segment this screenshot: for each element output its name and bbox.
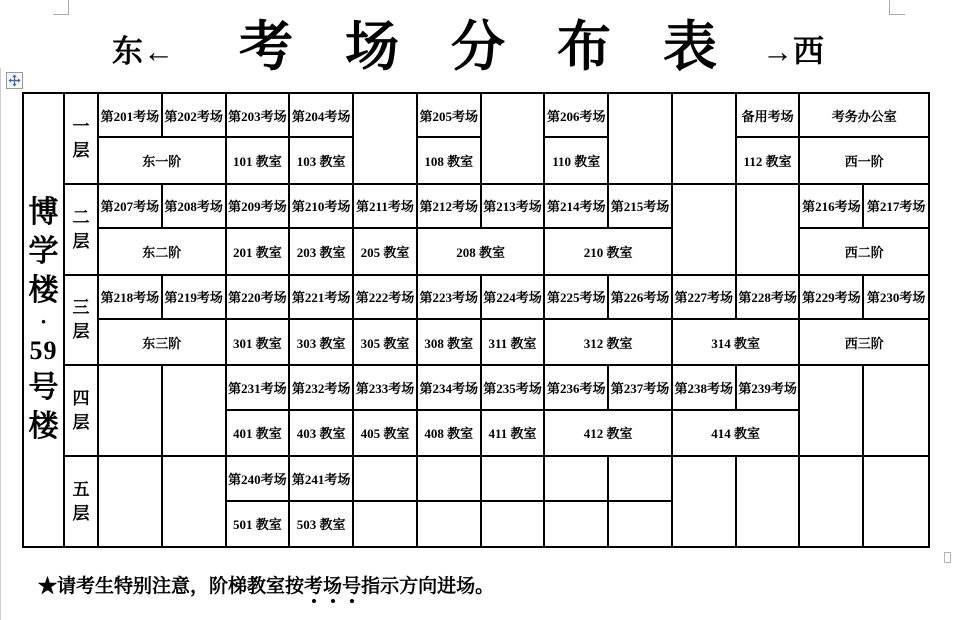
building-name-char: 楼 [28, 409, 59, 443]
table-cell: 103 教室 [290, 138, 354, 182]
table-cell: 第210考场 [290, 185, 354, 229]
table-cell-empty [800, 457, 864, 546]
table-cell: 501 教室 [227, 502, 291, 546]
floor-label: 二 层 [65, 185, 99, 274]
table-cell: 303 教室 [290, 320, 354, 364]
table-cell: 第218考场 [99, 276, 163, 320]
table-cell-empty [99, 457, 163, 546]
table-cell: 东三阶 [99, 320, 227, 364]
table-cell: 112 教室 [737, 138, 801, 182]
west-direction-label: →西 [762, 34, 824, 69]
table-cell: 第213考场 [482, 185, 546, 229]
table-cell: 第206考场 [545, 94, 609, 138]
table-cell-empty [354, 457, 418, 501]
table-cell-empty [673, 185, 737, 274]
table-cell: 第240考场 [227, 457, 291, 501]
table-cell: 308 教室 [418, 320, 482, 364]
table-cell: 第231考场 [227, 366, 291, 410]
table-cell: 第237考场 [609, 366, 673, 410]
floor-row-3 [65, 276, 928, 367]
table-cell: 第230考场 [864, 276, 928, 320]
floor-row-1 [65, 94, 928, 185]
exam-room-table [22, 92, 930, 548]
table-cell-empty [354, 94, 418, 183]
table-cell: 考务办公室 [800, 94, 928, 138]
table-cell: 408 教室 [418, 411, 482, 455]
table-cell-empty [545, 457, 609, 501]
right-arrow-icon: → [762, 34, 793, 69]
building-name-char: 博 [28, 196, 59, 230]
table-cell-empty [418, 502, 482, 546]
table-cell: 第226考场 [609, 276, 673, 320]
table-cell: 208 教室 [418, 229, 546, 273]
table-cell: 第228考场 [737, 276, 801, 320]
building-number: 59 [29, 335, 58, 365]
table-cell-empty [737, 457, 801, 546]
floor-label: 一 层 [65, 94, 99, 183]
left-arrow-icon: ← [143, 34, 174, 69]
table-cell: 第234考场 [418, 366, 482, 410]
emphasized-char: 场 [323, 571, 342, 598]
table-cell: 第217考场 [864, 185, 928, 229]
table-cell: 401 教室 [227, 411, 291, 455]
table-cell: 东一阶 [99, 138, 227, 182]
table-cell: 第222考场 [354, 276, 418, 320]
table-move-handle[interactable] [6, 72, 23, 89]
table-cell: 第232考场 [290, 366, 354, 410]
table-cell: 305 教室 [354, 320, 418, 364]
table-cell-empty [864, 457, 928, 546]
table-cell: 314 教室 [673, 320, 801, 364]
floor-grid [99, 94, 928, 183]
floor-grid [99, 457, 928, 546]
table-cell: 第219考场 [163, 276, 227, 320]
margin-corner-mark-top-right [889, 0, 905, 15]
table-cell: 311 教室 [482, 320, 546, 364]
table-cell: 第233考场 [354, 366, 418, 410]
table-cell-empty [354, 502, 418, 546]
floor-grid [99, 276, 928, 365]
table-cell: 312 教室 [545, 320, 673, 364]
table-cell: 第203考场 [227, 94, 291, 138]
table-cell: 第220考场 [227, 276, 291, 320]
table-cell: 108 教室 [418, 138, 482, 182]
table-cell: 第201考场 [99, 94, 163, 138]
table-cell: 第235考场 [482, 366, 546, 410]
star-icon: ★ [38, 576, 58, 597]
table-cell-empty [418, 457, 482, 501]
table-cell: 备用考场 [737, 94, 801, 138]
table-cell: 503 教室 [290, 502, 354, 546]
emphasized-char: 考 [304, 571, 323, 598]
table-cell-empty [609, 94, 673, 183]
building-name-char: 号 [28, 370, 59, 404]
table-cell: 西三阶 [844, 335, 884, 351]
footnote: ★请考生特别注意，阶梯教室按考场号指示方向进场。 [38, 571, 494, 598]
table-cell-empty [163, 457, 227, 546]
table-cell: 第214考场 [545, 185, 609, 229]
building-name-column [24, 94, 65, 546]
table-cell-empty [737, 185, 801, 274]
table-cell: 210 教室 [545, 229, 673, 273]
table-cell-empty [482, 457, 546, 501]
floor-grid [99, 185, 928, 274]
floors-container [65, 94, 928, 546]
table-cell-empty [163, 366, 227, 455]
table-cell: 第204考场 [290, 94, 354, 138]
table-cell-empty [545, 502, 609, 546]
table-cell: 201 教室 [227, 229, 291, 273]
table-cell: 405 教室 [354, 411, 418, 455]
table-cell: 第215考场 [609, 185, 673, 229]
table-cell-empty [609, 457, 673, 501]
table-cell: 第216考场 [800, 185, 864, 229]
table-cell: 403 教室 [290, 411, 354, 455]
table-cell: 203 教室 [290, 229, 354, 273]
emphasized-char: 号 [342, 571, 361, 598]
table-cell-empty [99, 366, 163, 455]
table-cell: 西二阶 [844, 244, 884, 260]
table-cell: 第207考场 [99, 185, 163, 229]
floor-row-2 [65, 185, 928, 276]
table-cell-empty [673, 94, 737, 183]
table-cell: 412 教室 [545, 411, 673, 455]
table-cell: 第224考场 [482, 276, 546, 320]
table-cell: 第223考场 [418, 276, 482, 320]
page-edge-line [0, 68, 1, 620]
table-cell-empty [800, 366, 864, 455]
building-name-char: 楼 [28, 274, 59, 308]
building-name-char: 学 [28, 235, 59, 269]
table-cell: 第212考场 [418, 185, 482, 229]
table-cell: 第238考场 [673, 366, 737, 410]
table-cell: 第221考场 [290, 276, 354, 320]
table-cell-empty [482, 502, 546, 546]
floor-grid [99, 366, 928, 455]
table-cell: 第229考场 [800, 276, 864, 320]
table-cell-empty [609, 502, 673, 546]
table-cell: 第236考场 [545, 366, 609, 410]
table-cell: 第202考场 [163, 94, 227, 138]
margin-corner-mark-top-left [53, 0, 69, 15]
table-cell-empty [673, 457, 737, 546]
floor-label: 四 层 [65, 366, 99, 455]
table-cell: 205 教室 [354, 229, 418, 273]
table-cell: 411 教室 [482, 411, 546, 455]
table-cell: 第208考场 [163, 185, 227, 229]
table-cell: 东二阶 [99, 229, 227, 273]
table-cell: 101 教室 [227, 138, 291, 182]
floor-row-4 [65, 366, 928, 457]
floor-label: 三 层 [65, 276, 99, 365]
table-cell-empty [864, 366, 928, 455]
table-cell: 第225考场 [545, 276, 609, 320]
table-cell: 第241考场 [290, 457, 354, 501]
table-cell-empty [482, 94, 546, 183]
table-cell: 第205考场 [418, 94, 482, 138]
table-cell: 301 教室 [227, 320, 291, 364]
table-cell: 110 教室 [545, 138, 609, 182]
table-cell: 第227考场 [673, 276, 737, 320]
page-title: 考场分布表 [239, 17, 769, 77]
east-direction-label: 东← [112, 34, 174, 69]
building-name-separator: · [39, 309, 48, 335]
table-cell: 西一阶 [844, 154, 884, 170]
table-cell: 414 教室 [673, 411, 801, 455]
move-arrows-icon [8, 74, 21, 87]
table-cell: 第209考场 [227, 185, 291, 229]
table-cell: 第239考场 [737, 366, 801, 410]
floor-row-5 [65, 457, 928, 546]
table-cell: 第211考场 [354, 185, 418, 229]
floor-label: 五 层 [65, 457, 99, 546]
margin-corner-mark-bottom-right [944, 552, 951, 563]
